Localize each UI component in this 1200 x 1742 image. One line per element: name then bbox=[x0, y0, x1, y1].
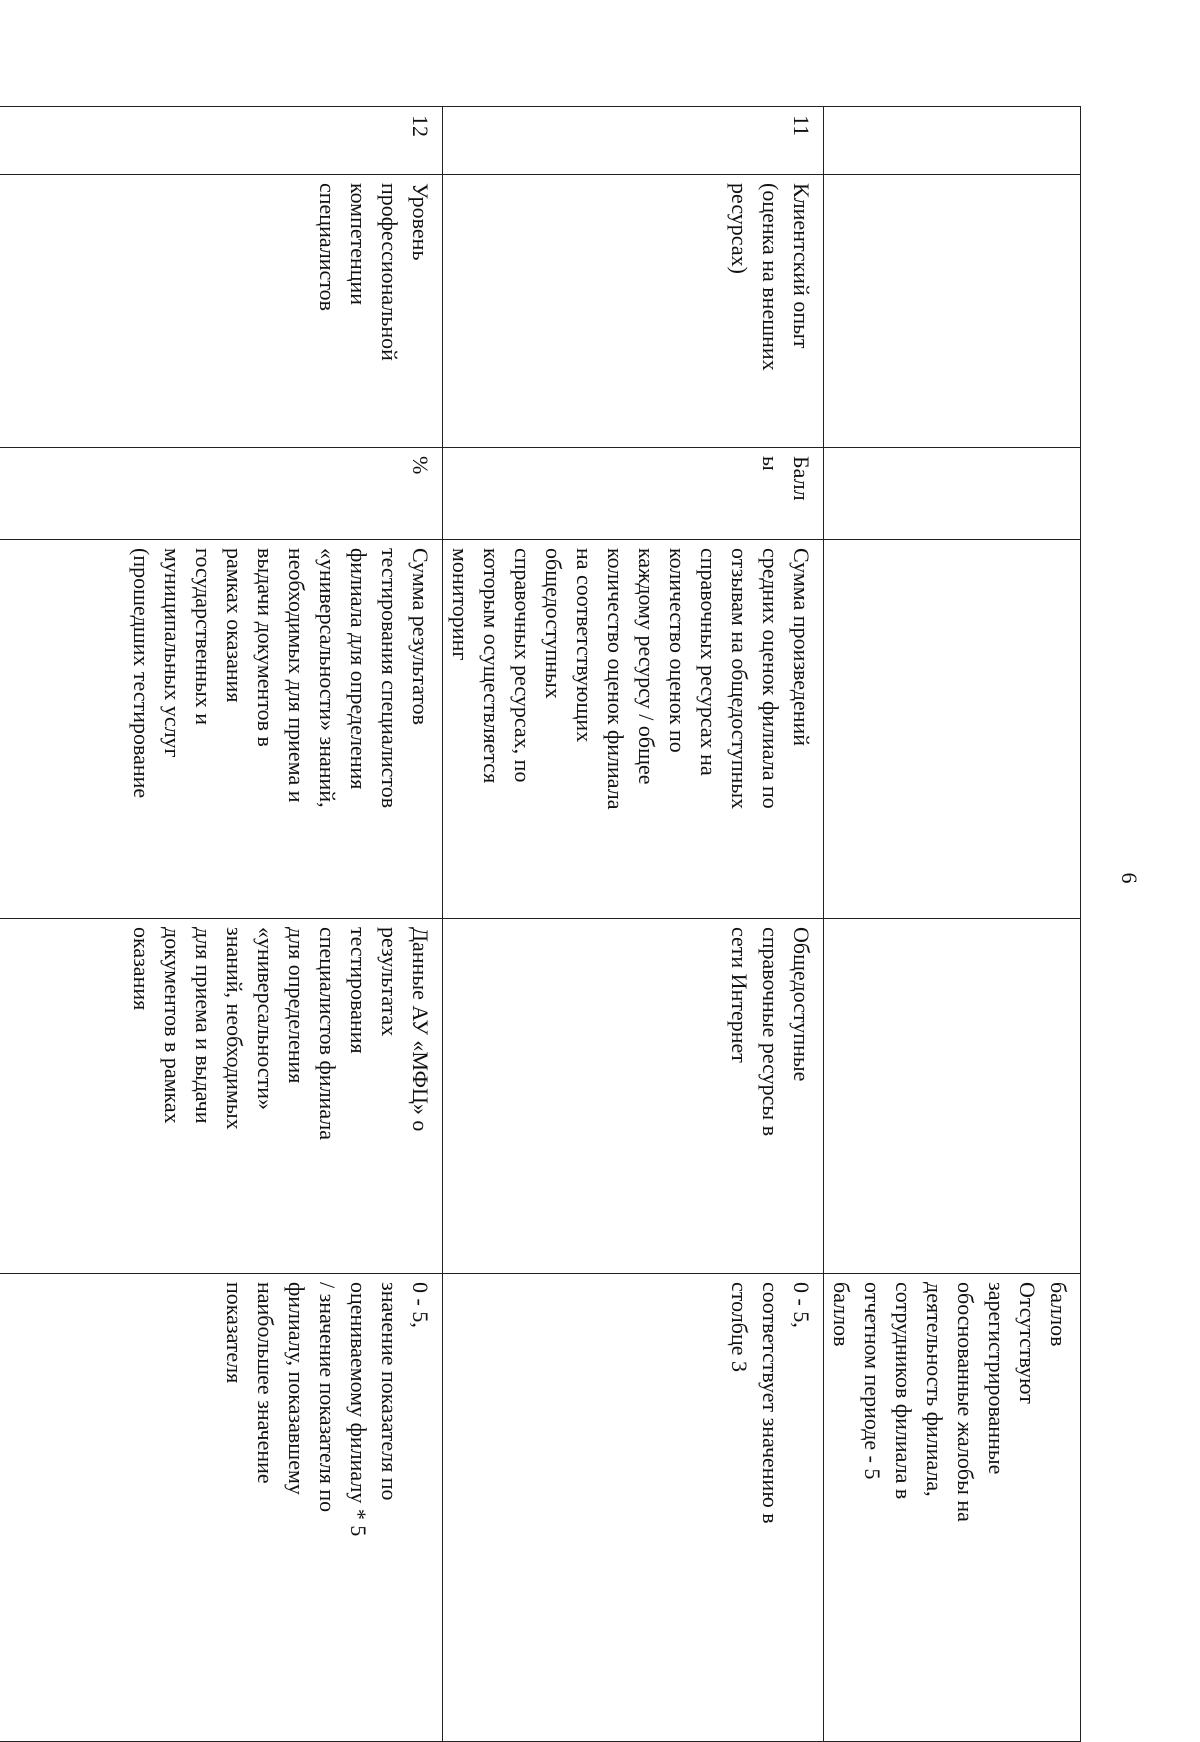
cell-row-number: 12 bbox=[0, 107, 443, 175]
cell-scoring: 0 - 5, соответствует значению в столбце 3 bbox=[443, 1274, 824, 1742]
rotated-page-content bbox=[103, 106, 1081, 1651]
cell-indicator-name: Уровень профессиональной компетенции специалистов bbox=[0, 175, 443, 448]
cell-num-empty bbox=[824, 107, 1081, 175]
table-row bbox=[0, 107, 443, 1742]
cell-data-source: Данные АУ «МФЦ» о результатах тестирования специалистов филиала для определения «универсальности» знаний, необходимых для приема и выдачи документов в рамках оказания bbox=[0, 919, 443, 1274]
table-row bbox=[443, 107, 824, 1742]
cell-source-empty bbox=[824, 919, 1081, 1274]
cell-calculation-method: Сумма результатов тестирования специалистов филиала для определения «универсальности» знаний, необходимых для приема и выдачи документов в рамках оказания государственных и муниципальных услуг (прошедших тестирование bbox=[0, 540, 443, 919]
cell-unit: Балл ы bbox=[443, 448, 824, 540]
cell-unit: % bbox=[0, 448, 443, 540]
cell-calc-empty bbox=[824, 540, 1081, 919]
cell-name-empty bbox=[824, 175, 1081, 448]
cell-calculation-method: Сумма произведений средних оценок филиала по отзывам на общедоступных справочных ресурсах на количество оценок по каждому ресурсу / общее количество оценок филиала на соответствующих общедоступных справочных ресурсах, по которым осуществляется мониторинг bbox=[443, 540, 824, 919]
cell-scoring: 0 - 5, значение показателя по оцениваемому филиалу * 5 / значение показателя по филиалу, показавшему наибольшее значение показателя bbox=[0, 1274, 443, 1742]
criteria-table bbox=[0, 106, 1081, 1742]
cell-data-source: Общедоступные справочные ресурсы в сети Интернет bbox=[443, 919, 824, 1274]
page-number: 6 bbox=[1117, 872, 1142, 884]
cell-row-number: 11 bbox=[443, 107, 824, 175]
cell-indicator-name: Клиентский опыт (оценка на внешних ресурсах) bbox=[443, 175, 824, 448]
table-row-continuation bbox=[824, 107, 1081, 1742]
cell-unit-empty bbox=[824, 448, 1081, 540]
cell-score-continuation: баллов Отсутствуют зарегистрированные обоснованные жалобы на деятельность филиала, сотрудников филиала в отчетном периоде - 5 баллов bbox=[824, 1274, 1081, 1742]
